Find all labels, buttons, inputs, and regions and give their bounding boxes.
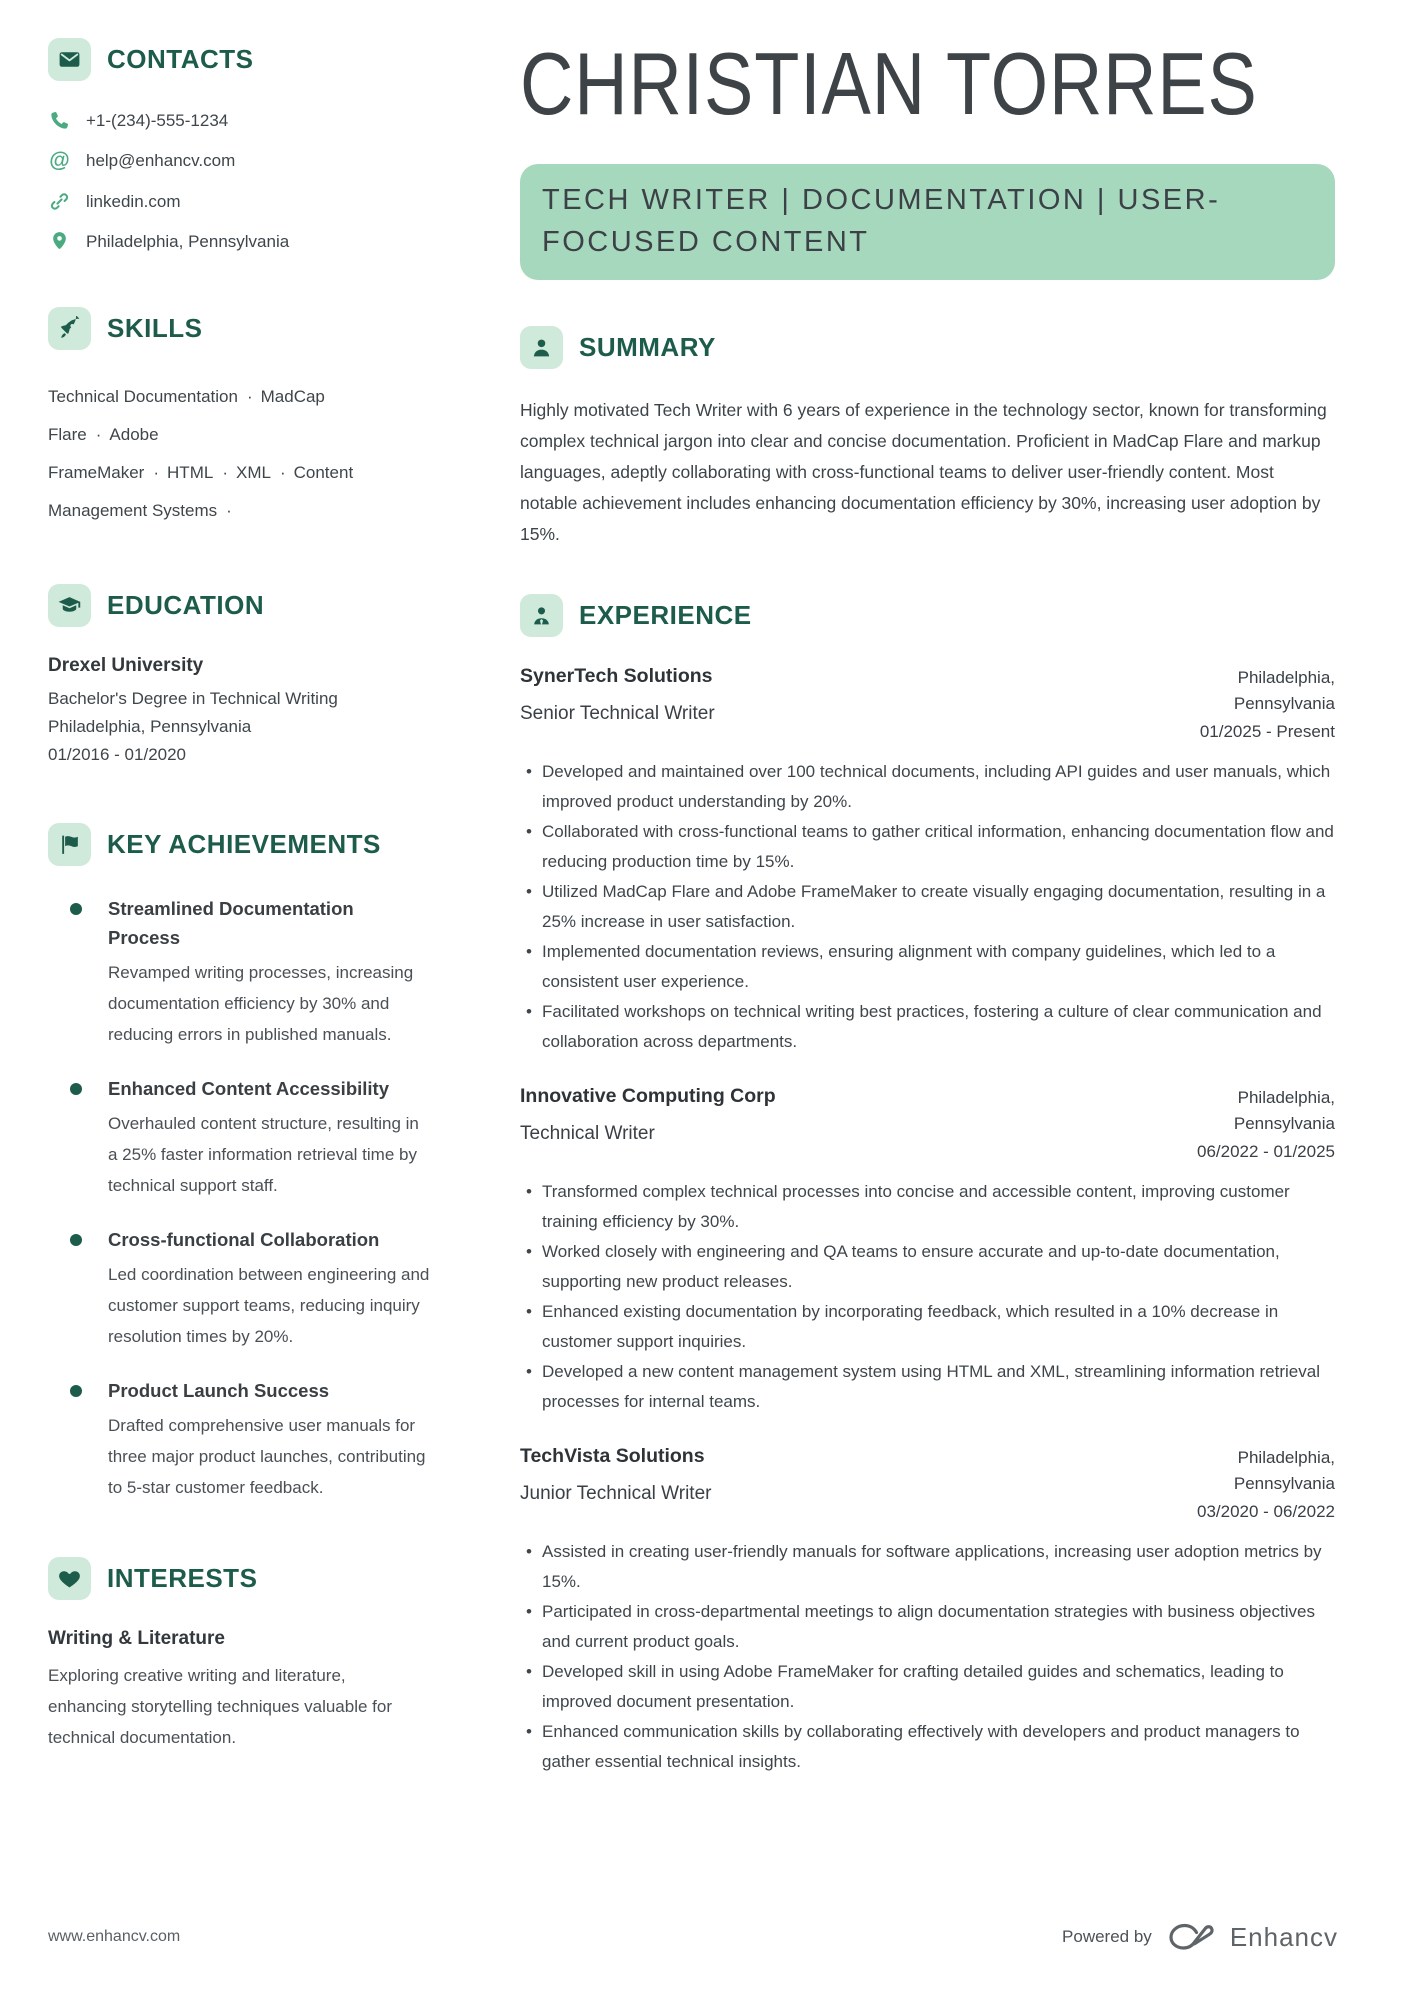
interests-section [48, 1557, 456, 1753]
achievement-item [48, 894, 456, 1050]
achievement-item [48, 1376, 456, 1503]
enhancv-logo-icon [1167, 1919, 1215, 1955]
achievements-section [48, 823, 456, 1503]
contact-linkedin-value[interactable]: linkedin.com [86, 191, 181, 211]
job-bullet: • Participated in cross-departmental meetings to align documentation strategies with business objectives and current product goals. [520, 1597, 1335, 1657]
job-bullet: • Implemented documentation reviews, ensuring alignment with company guidelines, which led to a consistent user experience. [520, 937, 1335, 997]
skills-header [48, 307, 456, 350]
job-role: Junior Technical Writer [520, 1483, 712, 1505]
job-title-badge [520, 164, 1335, 280]
job-bullets [520, 1537, 1335, 1777]
footer-url[interactable]: www.enhancv.com [48, 1928, 181, 1945]
location-pin-icon [48, 230, 71, 253]
skill-item: Adobe FrameMaker · [48, 425, 159, 482]
achievements-list [48, 894, 456, 1503]
job-title-line-1: TECH WRITER | DOCUMENTATION | USER- [542, 184, 1221, 217]
job-location: Philadelphia, Pennsylvania [1233, 668, 1335, 714]
experience-heading: EXPERIENCE [579, 600, 752, 631]
skill-item: HTML · [167, 463, 228, 482]
job-bullet: • Transformed complex technical processes into concise and accessible content, improving customer training efficiency by 30%. [520, 1177, 1335, 1237]
phone-icon [48, 109, 71, 132]
job-entry [520, 1445, 1335, 1777]
job-entry [520, 665, 1335, 1057]
experience-icon-chip [520, 594, 563, 637]
job-dates: 03/2020 - 06/2022 [1196, 1502, 1335, 1522]
interests-header [48, 1557, 456, 1600]
education-dates: 01/2016 - 01/2020 [48, 745, 187, 764]
job-location: Philadelphia, Pennsylvania [1233, 1448, 1335, 1494]
page-footer [48, 1919, 1338, 1955]
skills-section [48, 307, 456, 530]
education-school: Drexel University [48, 655, 204, 676]
job-role: Technical Writer [520, 1123, 655, 1145]
sidebar [48, 38, 456, 1807]
contact-email-row [48, 149, 456, 173]
job-dates: 06/2022 - 01/2025 [1196, 1142, 1335, 1162]
job-dates: 01/2025 - Present [1199, 722, 1335, 742]
powered-by-label: Powered by [1062, 1927, 1152, 1946]
job-head-right [1185, 1445, 1335, 1525]
job-bullet: • Enhanced communication skills by collaborating effectively with developers and product managers to gather essential technical insights. [520, 1717, 1335, 1777]
education-header [48, 584, 456, 627]
bullet-dot-icon [70, 1385, 82, 1397]
job-bullets [520, 1177, 1335, 1417]
jobs-list [520, 665, 1335, 1777]
contact-list [48, 109, 456, 253]
education-location: Philadelphia, Pennsylvania [48, 717, 252, 736]
achievement-text: Led coordination between engineering and customer support teams, reducing inquiry resolution times by 20%. [108, 1265, 430, 1346]
interest-text: Exploring creative writing and literature, enhancing storytelling techniques valuable for technical documentation. [48, 1666, 393, 1747]
bullet-dot-icon [70, 903, 82, 915]
achievement-text: Drafted comprehensive user manuals for three major product launches, contributing to 5-star customer feedback. [108, 1416, 426, 1497]
heart-icon [57, 1566, 82, 1591]
contact-location-value: Philadelphia, Pennsylvania [86, 231, 290, 251]
contact-email-value[interactable]: help@enhancv.com [86, 151, 236, 170]
job-location: Philadelphia, Pennsylvania [1233, 1088, 1335, 1134]
job-head-left [520, 1445, 711, 1505]
interests-icon-chip [48, 1557, 91, 1600]
job-bullet: • Developed and maintained over 100 technical documents, including API guides and user manuals, which improved product understanding by 20%. [520, 757, 1335, 817]
job-head-left [520, 1085, 776, 1145]
job-bullet: • Developed skill in using Adobe FrameMaker for crafting detailed guides and schematics, leading to improved document presentation. [520, 1657, 1335, 1717]
summary-header [520, 326, 1335, 369]
achievements-heading: KEY ACHIEVEMENTS [107, 829, 381, 859]
job-bullet: • Enhanced existing documentation by incorporating feedback, which resulted in a 10% decrease in customer support inquiries. [520, 1297, 1335, 1357]
at-icon [48, 149, 71, 173]
envelope-icon [57, 47, 82, 72]
job-title-line-2: FOCUSED CONTENT [542, 226, 870, 259]
achievement-item [48, 1074, 456, 1201]
job-bullet: • Worked closely with engineering and QA teams to ensure accurate and up-to-date documentation, supporting new product releases. [520, 1237, 1335, 1297]
job-head-right [1185, 1085, 1335, 1165]
experience-section [520, 594, 1335, 1777]
job-bullet: • Utilized MadCap Flare and Adobe FrameMaker to create visually engaging documentation, resulting in a 25% increase in user satisfaction. [520, 877, 1335, 937]
education-section [48, 584, 456, 769]
flag-icon [57, 832, 82, 857]
achievement-text: Overhauled content structure, resulting in a 25% faster information retrieval time by technical support staff. [108, 1114, 419, 1195]
job-bullet: • Developed a new content management system using HTML and XML, streamlining information retrieval processes for internal teams. [520, 1357, 1335, 1417]
graduation-cap-icon [57, 593, 82, 618]
contact-linkedin-row [48, 190, 456, 213]
achievement-title: Enhanced Content Accessibility [108, 1078, 389, 1099]
job-bullet: • Collaborated with cross-functional teams to gather critical information, enhancing documentation flow and reducing production time by 15%. [520, 817, 1335, 877]
job-role: Senior Technical Writer [520, 703, 715, 725]
job-head [520, 665, 1335, 745]
achievement-text: Revamped writing processes, increasing documentation efficiency by 30% and reducing errors in published manuals. [108, 963, 414, 1044]
skill-item: Technical Documentation · [48, 387, 253, 406]
skills-list [48, 378, 430, 530]
powered-by-block [1062, 1919, 1338, 1955]
achievement-title: Product Launch Success [108, 1380, 330, 1401]
skill-item: Content Management Systems · [48, 463, 353, 520]
rocket-icon [57, 316, 82, 341]
achievement-title: Cross-functional Collaboration [108, 1229, 380, 1250]
bullet-dot-icon [70, 1234, 82, 1246]
job-company: Innovative Computing Corp [520, 1085, 776, 1108]
achievements-header [48, 823, 456, 866]
business-person-icon [529, 603, 554, 628]
contact-phone-row [48, 109, 456, 132]
summary-text: Highly motivated Tech Writer with 6 years of experience in the technology sector, known for transforming complex technical jargon into clear and concise documentation. Proficient in MadCap Flare and markup languages, adeptly collaborating with cross-functional teams to deliver user-friendly content. Most notable achievement includes enhancing documentation efficiency by 30%, increasing user adoption by 15%. [520, 400, 1327, 545]
main-column [520, 34, 1335, 1807]
contacts-heading: CONTACTS [107, 44, 254, 74]
skill-item: XML · [236, 463, 286, 482]
person-icon [529, 335, 554, 360]
job-head [520, 1085, 1335, 1165]
education-heading: EDUCATION [107, 590, 265, 620]
achievements-icon-chip [48, 823, 91, 866]
job-company: SynerTech Solutions [520, 665, 713, 688]
summary-section [520, 326, 1335, 550]
job-head-right [1185, 665, 1335, 745]
job-bullet: • Assisted in creating user-friendly manuals for software applications, increasing user adoption metrics by 15%. [520, 1537, 1335, 1597]
skills-heading: SKILLS [107, 313, 203, 343]
job-bullets [520, 757, 1335, 1057]
skills-icon-chip [48, 307, 91, 350]
summary-icon-chip [520, 326, 563, 369]
bullet-dot-icon [70, 1083, 82, 1095]
contact-phone-value[interactable]: +1-(234)-555-1234 [86, 110, 229, 130]
contacts-icon-chip [48, 38, 91, 81]
education-icon-chip [48, 584, 91, 627]
brand-name[interactable]: Enhancv [1229, 1921, 1338, 1952]
job-head-left [520, 665, 715, 725]
interests-heading: INTERESTS [107, 1563, 258, 1593]
job-head [520, 1445, 1335, 1525]
interest-title: Writing & Literature [48, 1628, 225, 1649]
job-bullet: • Facilitated workshops on technical writing best practices, fostering a culture of clear communication and collaboration across departments. [520, 997, 1335, 1057]
achievement-item [48, 1225, 456, 1352]
job-company: TechVista Solutions [520, 1445, 705, 1468]
education-degree: Bachelor's Degree in Technical Writing [48, 689, 338, 708]
job-entry [520, 1085, 1335, 1417]
achievement-title: Streamlined Documentation Process [108, 898, 354, 948]
experience-header [520, 594, 1335, 637]
link-icon [48, 190, 71, 213]
skill-item: MadCap Flare · [48, 387, 325, 444]
contacts-header [48, 38, 456, 81]
contact-location-row [48, 230, 456, 253]
person-name: CHRISTIAN TORRES [520, 34, 1258, 133]
summary-heading: SUMMARY [579, 332, 716, 363]
contacts-section [48, 38, 456, 253]
